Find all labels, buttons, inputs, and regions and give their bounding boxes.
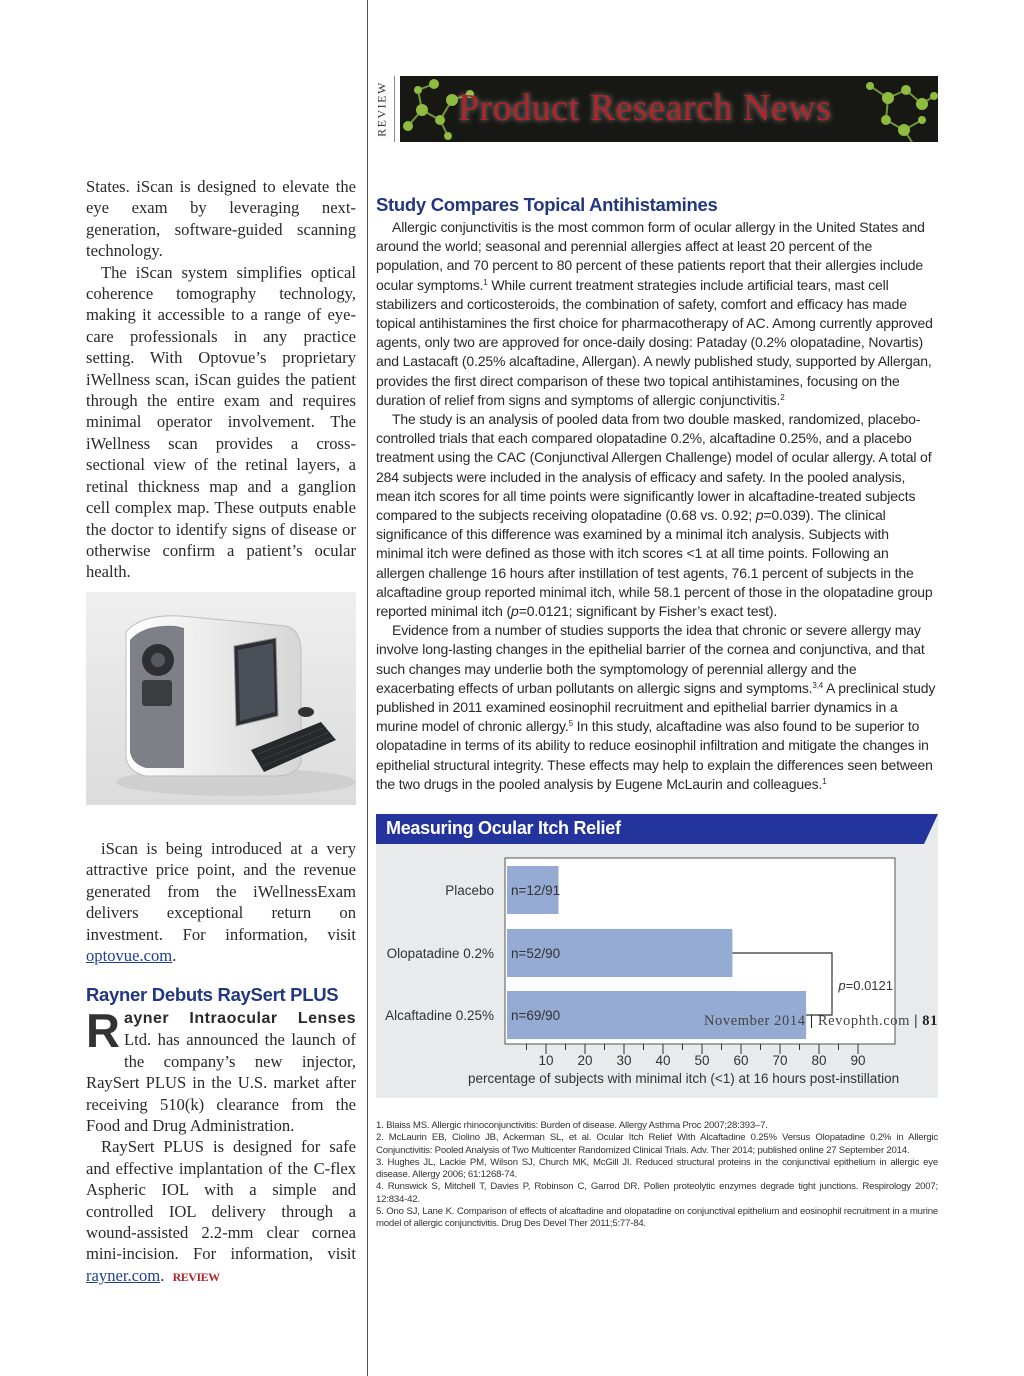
- reference-item: 2. McLaurin EB, Ciolino JB, Ackerman SL, et al. Ocular Itch Relief With Alcaftadine 0.25% Versus Olopatadine 0.2% in Allergic Conjunctivitis: Pooled Analysis of Two Multicenter Randomized Clinical Trials. Adv. Ther 2014; published online 27 September 2014.: [376, 1132, 938, 1156]
- iscan-paragraph: The iScan system simplifies optical coherence tomography technology, making it accessible to a range of eye-care professionals in any practice setting. With Optovue’s proprietary iWellness scan, iScan guides the patient through the entire exam and requires minimal operator involvement. The iWellness scan provides a cross-sectional view of the retinal layers, a retinal thickness map and a ganglion cell complex map. These outputs enable the doctor to identify signs of disease or otherwise confirm a patient’s ocular health.: [86, 262, 356, 582]
- itch-relief-figure: [376, 814, 938, 1098]
- reference-item: 1. Blaiss MS. Allergic rhinoconjunctivitis: Burden of disease. Allergy Asthma Proc 2007;28:393–7.: [376, 1120, 768, 1131]
- iscan-device-photo: [86, 592, 356, 805]
- article-paragraph: Allergic conjunctivitis is the most common form of ocular allergy in the United States and around the world; seasonal and perennial allergies affect at least 20 percent of the population, and 70 percent to 80 percent of these patients report that their allergies include ocular symptoms.$^1$ While current treatment strategies include artificial tears, mast cell stabilizers and corticosteroids, the combination of safety, comfort and efficacy has made topical antihistamines the first choice for pharmacotherapy of AC. Among currently approved agents, only two are approved for once-daily dosing: Pataday (0.2% olopatadine, Novartis) and Lastacaft (0.25% alcaftadine, Allergan). A newly published study, supported by Allergan, provides the first direct comparison of these two topical antihistamines, focusing on the duration of relief from signs and symptoms of allergic conjunctivitis.$^2$: [376, 219, 933, 408]
- tick-label: 30: [616, 1053, 632, 1068]
- article-paragraph: The study is an analysis of pooled data from two double masked, randomized, placebo-controlled trials that each compared olopatadine 0.2%, alcaftadine 0.25%, and a placebo treatment using the CAC (Conjunctival Allergen Challenge) model of ocular allergy. A total of 284 subjects were included in the analysis of efficacy and safety. In the pooled analysis, mean itch scores for all time points were significantly lower in alcaftadine-treated subjects compared to the subjects receiving olopatadine (0.68 vs. 0.92; p=0.039). The clinical significance of this difference was examined by a minimal itch analysis. Subjects with minimal itch were defined as those with itch scores <1 at all time points. Following an allergen challenge 16 hours after instillation of test agents, 76.1 percent of subjects in the alcaftadine group reported minimal itch, while 58.1 percent of those in the olopatadine group reported minimal itch (p=0.0121; significant by Fisher’s exact test).: [376, 411, 933, 620]
- tick-label: 20: [577, 1053, 593, 1068]
- tick-label: 60: [733, 1053, 749, 1068]
- rayner-lead: ayner Intraocular Lenses: [123, 1010, 356, 1027]
- tick-label: 80: [811, 1053, 827, 1068]
- bar-label: n=12/91: [511, 883, 561, 898]
- rayner-p2: RaySert PLUS is designed for safe and effective implantation of the C-flex Aspheric IOL with a simple and controlled IOL delivery through a wound-assisted 2.2-mm clear cornea mini-incision. For information, visit: [86, 1137, 356, 1264]
- figure-title: Measuring Ocular Itch Relief: [386, 818, 621, 838]
- rayner-heading: Rayner Debuts RaySert PLUS: [86, 984, 339, 1005]
- bar-label: n=52/90: [511, 946, 561, 961]
- footer-date: November 2014: [703, 1013, 806, 1029]
- tick-label: 90: [850, 1053, 866, 1068]
- tick-label: 70: [772, 1053, 788, 1068]
- article-paragraph: Evidence from a number of studies supports the idea that chronic or severe allergy may involve long-lasting changes in the epithelial barrier of the cornea and conjunctiva, and that such changes may underlie both the symptomology of perennial allergy and the exacerbating effects of urban pollutants on allergic signs and symptoms.$^{3,4}$ A preclinical study published in 2011 examined eosinophil recruitment and epithelial barrier dynamics in a murine model of chronic allergy.$^5$ In this study, alcaftadine was also found to be superior to olopatadine in terms of its ability to reduce eosinophil infiltration and mitigate the changes in epithelial structural integrity. These effects may help to explain the differences seen between the two drugs in the pooled analysis by Eugene McLaurin and colleagues.$^1$: [376, 622, 936, 792]
- page-footer: November 2014 | Revophth.com | 81: [703, 1013, 938, 1029]
- rayner-link[interactable]: rayner.com: [86, 1265, 161, 1285]
- rayner-article-text: Rayner Intraocular Lenses Ltd. has announced the launch of the company’s new injector, RaySert PLUS in the U.S. market after receiving 510(k) clearance from the Food and Drug Administration. RaySert PLUS is designed for safe and effective implantation of the C-flex Aspheric IOL with a simple and controlled IOL delivery through a wound-assisted 2.2-mm clear cornea mini-incision. For information, visit rayner.com. REVIEW: [86, 1004, 356, 1285]
- category-label: Olopatadine 0.2%: [386, 946, 494, 961]
- iscan-closing: iScan is being introduced at a very attractive price point, and the revenue generated from the iWellnessExam delivers exceptional return on investment. For information, visit: [86, 839, 356, 944]
- rayner-p1: Ltd. has announced the launch of the company’s new injector, RaySert PLUS in the U.S. market after receiving 510(k) clearance from the Food and Drug Administration.: [86, 1030, 356, 1136]
- p-value-annotation: p=0.0121: [838, 978, 893, 993]
- review-end-mark: REVIEW: [172, 1269, 220, 1284]
- header-divider: [394, 76, 395, 142]
- optovue-link[interactable]: optovue.com: [86, 946, 173, 966]
- reference-item: 5. Ono SJ, Lane K. Comparison of effects of alcaftadine and olopatadine on conjunctival epithelium and eosinophil recruitment in a murine model of allergic conjunctivitis. Drug Des Devel Ther 2011;5:77-84.: [376, 1206, 938, 1230]
- section-label: REVIEW: [374, 81, 389, 137]
- banner: [400, 76, 938, 142]
- iscan-paragraph: States. iScan is designed to elevate the eye exam by leveraging next-generation, software-guided scanning technology.: [86, 177, 356, 261]
- study-heading: Study Compares Topical Antihistamines: [376, 194, 718, 215]
- column-divider: [367, 0, 368, 1376]
- tick-label: 10: [538, 1053, 554, 1068]
- page-number: 81: [922, 1013, 938, 1029]
- iscan-closing-text: iScan is being introduced at a very attractive price point, and the revenue generated from the iWellnessExam delivers exceptional return on investment. For information, visit optovue.com.: [86, 839, 356, 966]
- bar-chart: [376, 814, 938, 1098]
- references: [376, 1120, 938, 1231]
- footer-site: Revophth.com: [817, 1013, 911, 1029]
- bar-label: n=69/90: [511, 1008, 561, 1023]
- tick-label: 40: [655, 1053, 671, 1068]
- category-label: Alcaftadine 0.25%: [385, 1008, 494, 1023]
- x-axis-label: percentage of subjects with minimal itch (<1) at 16 hours post-instillation: [468, 1071, 900, 1086]
- reference-item: 4. Runswick S, Mitchell T, Davies P, Robinson C, Garrod DR. Pollen proteolytic enzymes degrade tight junctions. Respirology 2007; 12:834-42.: [376, 1181, 938, 1205]
- banner-title: Product Research News: [458, 87, 832, 129]
- tick-label: 50: [694, 1053, 710, 1068]
- study-article-text: [376, 218, 936, 794]
- drop-cap: R: [86, 1004, 120, 1057]
- category-label: Placebo: [445, 883, 494, 898]
- iscan-article-text: [86, 176, 356, 583]
- reference-item: 3. Hughes JL, Lackie PM, Wilson SJ, Church MK, McGill JI. Reduced structural proteins in the conjunctival epithelium in allergic eye disease. Allergy 2006; 61:1268-74.: [376, 1156, 938, 1181]
